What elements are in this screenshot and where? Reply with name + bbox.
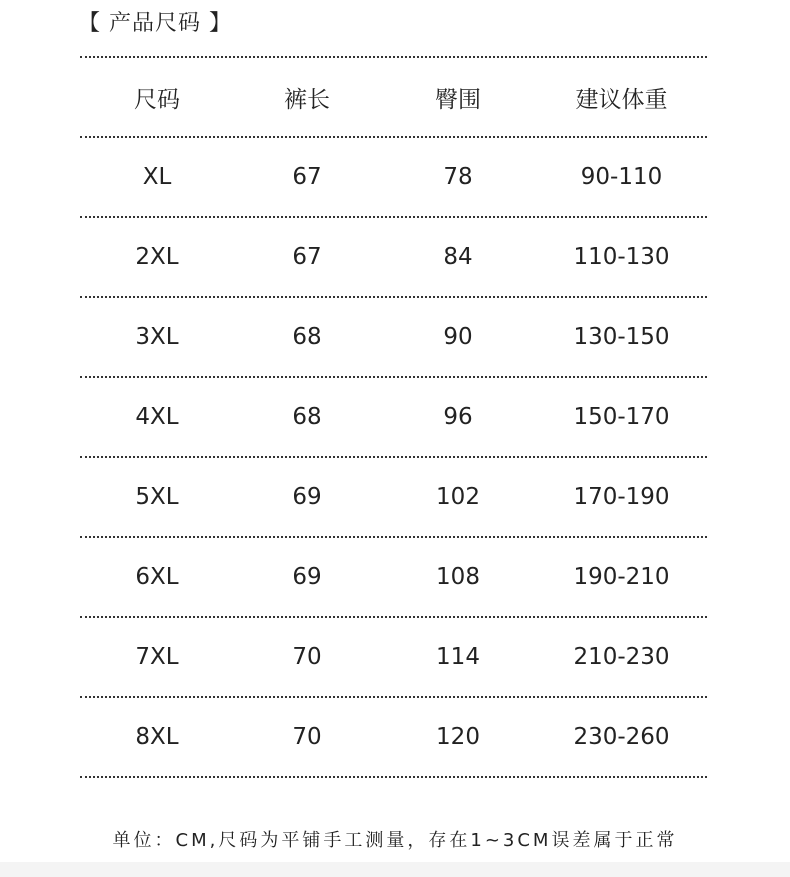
table-row [80, 458, 707, 536]
header-weight: 建议体重 [575, 86, 668, 113]
table-row [80, 138, 707, 216]
pants-length-cell: 67 [292, 244, 322, 270]
header-size: 尺码 [134, 86, 180, 113]
hip-cell: 84 [443, 244, 473, 270]
weight-cell: 110-130 [573, 244, 670, 270]
weight-cell: 90-110 [580, 164, 663, 190]
table-row [80, 538, 707, 616]
weight-cell: 130-150 [573, 324, 670, 350]
table-row [80, 218, 707, 296]
pants-length-cell: 68 [292, 324, 322, 350]
table-header-row [80, 58, 707, 136]
hip-cell: 78 [443, 164, 473, 190]
section-title: 【 产品尺码 】 [78, 11, 232, 36]
weight-cell: 230-260 [573, 724, 670, 750]
hip-cell: 90 [443, 324, 473, 350]
hip-cell: 120 [436, 724, 480, 750]
table-row [80, 298, 707, 376]
size-cell: 4XL [135, 404, 179, 430]
size-cell: 8XL [135, 724, 179, 750]
bottom-band [0, 862, 790, 877]
hip-cell: 114 [436, 644, 480, 670]
size-cell: 3XL [135, 324, 179, 350]
pants-length-cell: 70 [292, 724, 322, 750]
table-row [80, 698, 707, 776]
table-row [80, 618, 707, 696]
size-cell: 5XL [135, 484, 179, 510]
measurement-note: 单位：CM,尺码为平铺手工测量，存在1~3CM误差属于正常 [112, 830, 678, 851]
size-cell: 2XL [135, 244, 179, 270]
table-divider [80, 776, 707, 778]
pants-length-cell: 70 [292, 644, 322, 670]
size-table [80, 56, 707, 778]
pants-length-cell: 69 [292, 564, 322, 590]
pants-length-cell: 67 [292, 164, 322, 190]
hip-cell: 102 [436, 484, 480, 510]
pants-length-cell: 68 [292, 404, 322, 430]
size-cell: 7XL [135, 644, 179, 670]
weight-cell: 210-230 [573, 644, 670, 670]
hip-cell: 108 [436, 564, 480, 590]
header-hip: 臀围 [435, 86, 481, 113]
header-pants-length: 裤长 [284, 86, 330, 113]
table-row [80, 378, 707, 456]
weight-cell: 170-190 [573, 484, 670, 510]
size-cell: 6XL [135, 564, 179, 590]
pants-length-cell: 69 [292, 484, 322, 510]
hip-cell: 96 [443, 404, 473, 430]
weight-cell: 150-170 [573, 404, 670, 430]
size-cell: XL [142, 164, 172, 190]
weight-cell: 190-210 [573, 564, 670, 590]
